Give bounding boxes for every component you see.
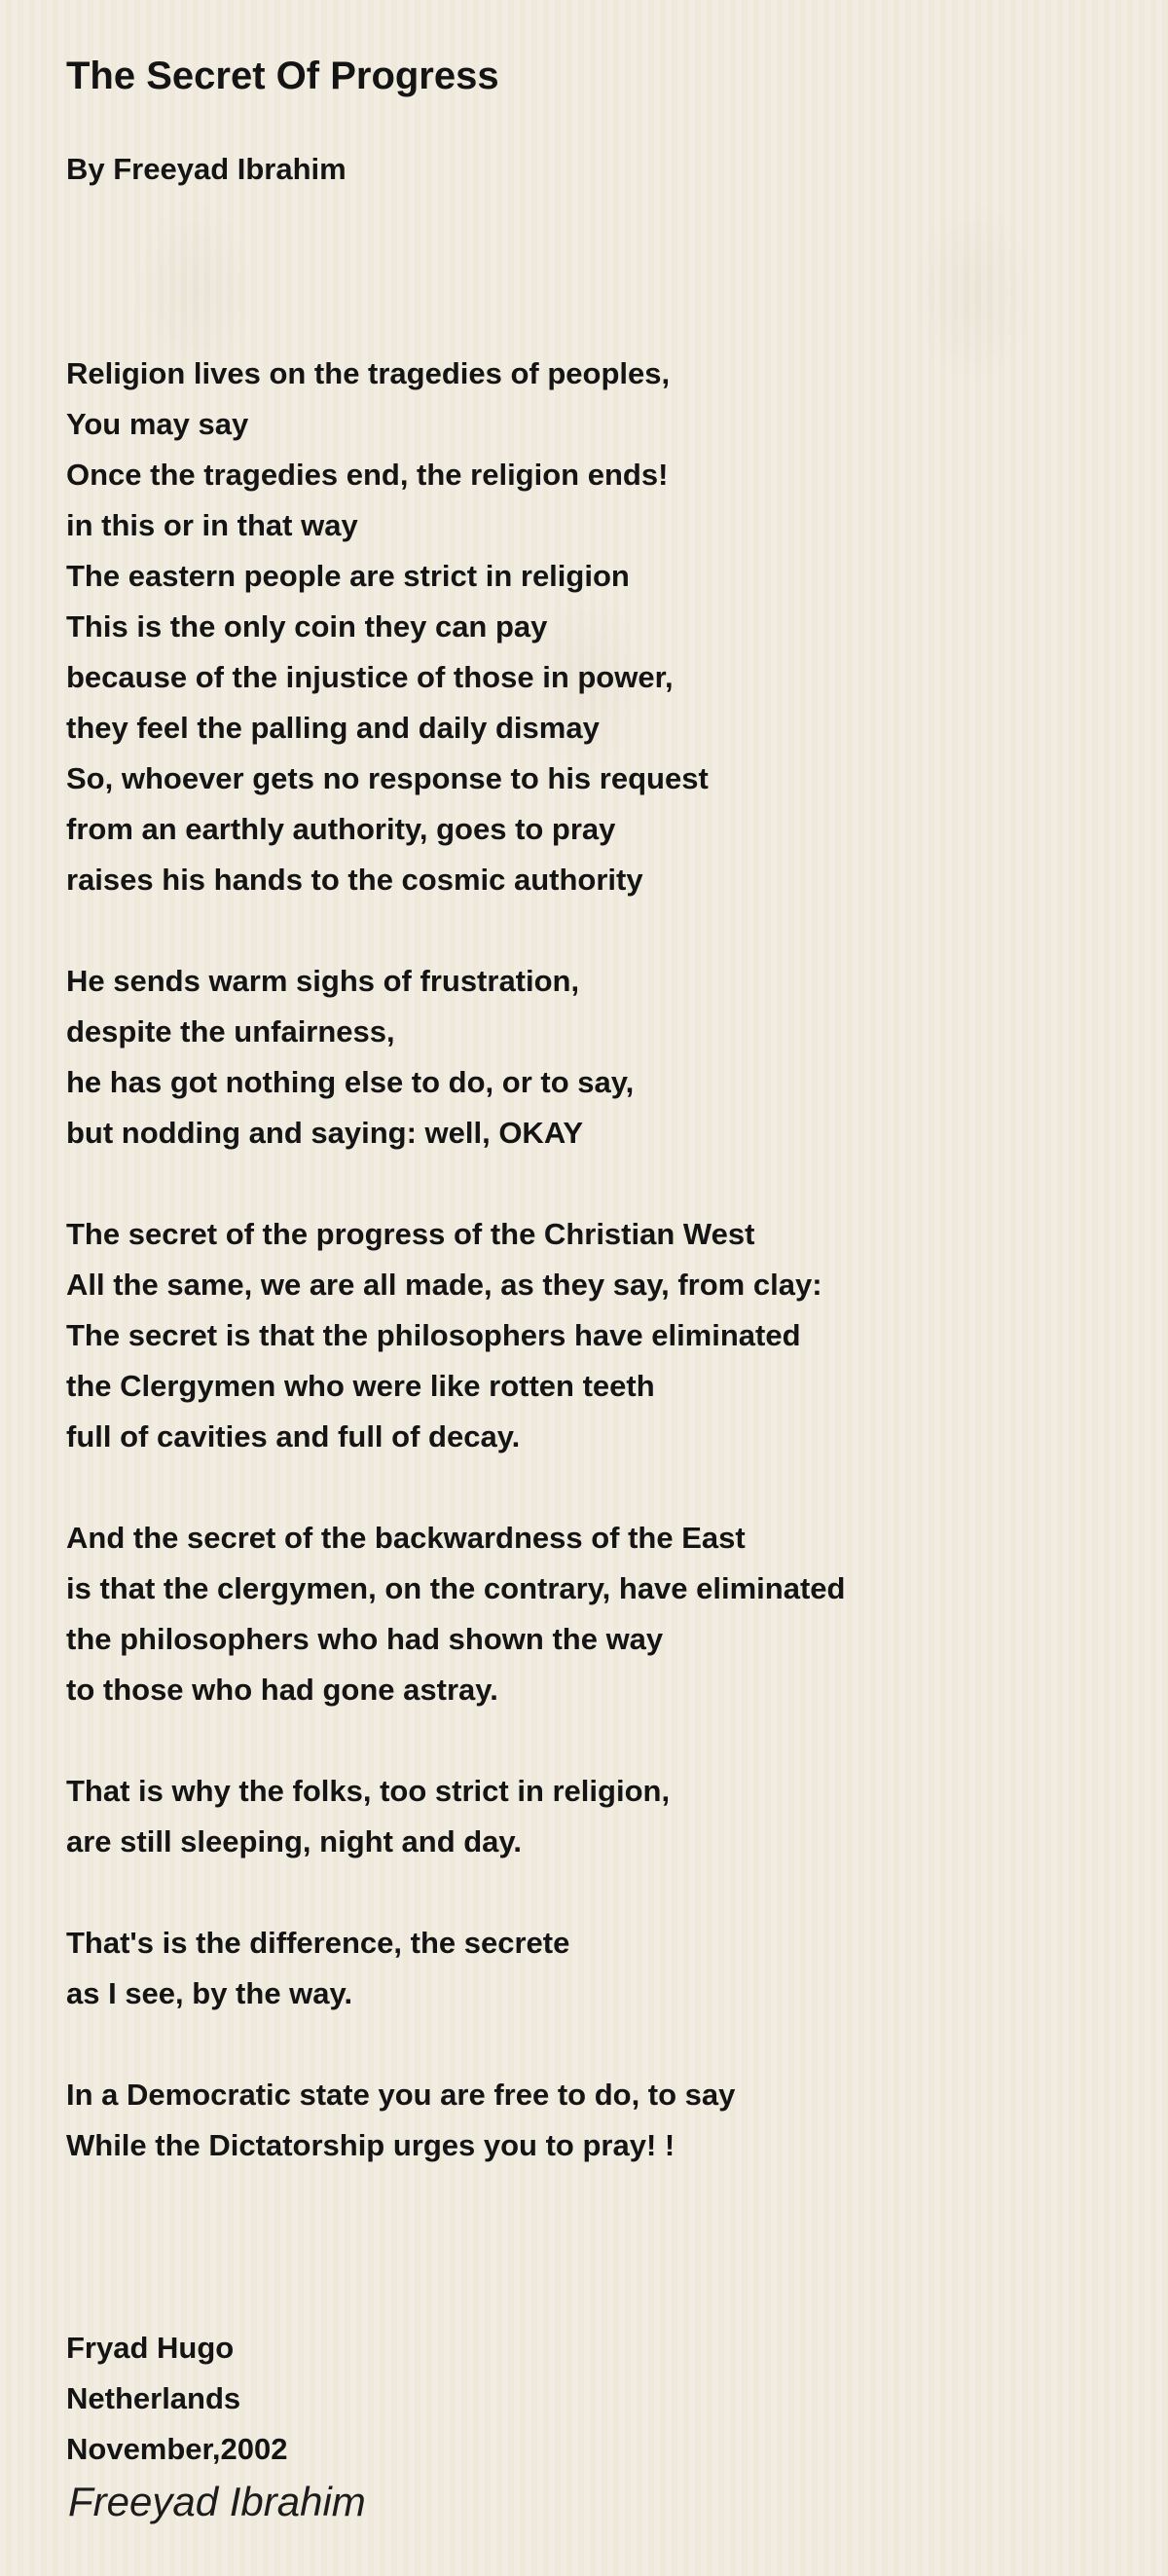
- poem-line: but nodding and saying: well, OKAY: [66, 1116, 584, 1150]
- poem-line: Netherlands: [66, 2381, 241, 2415]
- stanza-break: [66, 1159, 845, 1209]
- poem-line: All the same, we are all made, as they say, from clay:: [66, 1268, 822, 1302]
- stanza-break: [66, 298, 845, 349]
- poem-body: [66, 298, 845, 2475]
- poem-title: The Secret Of Progress: [66, 55, 499, 97]
- poem-line: from an earthly authority, goes to pray: [66, 812, 616, 846]
- poem-line: The secret of the progress of the Christian West: [66, 1217, 755, 1251]
- poem-line: they feel the palling and daily dismay: [66, 711, 600, 745]
- poem-line: Religion lives on the tragedies of peoples,: [66, 356, 671, 390]
- poem-line: And the secret of the backwardness of the East: [66, 1521, 746, 1555]
- poem-line: Fryad Hugo: [66, 2331, 235, 2365]
- stanza-break: [66, 2171, 845, 2222]
- poem-line: the philosophers who had shown the way: [66, 1622, 664, 1656]
- stanza-break: [66, 1715, 845, 1766]
- poem-line: This is the only coin they can pay: [66, 609, 548, 644]
- poem-line: despite the unfairness,: [66, 1014, 395, 1049]
- poem-line: to those who had gone astray.: [66, 1673, 498, 1707]
- stanza-break: [66, 905, 845, 956]
- poem-line: raises his hands to the cosmic authority: [66, 863, 643, 897]
- poem-line: While the Dictatorship urges you to pray! !: [66, 2128, 675, 2162]
- poem-line: as I see, by the way.: [66, 1976, 353, 2010]
- poem-line: November,2002: [66, 2432, 288, 2466]
- poem-line: That's is the difference, the secrete: [66, 1926, 570, 1960]
- poem-line: The eastern people are strict in religion: [66, 559, 630, 593]
- stanza-break: [66, 1462, 845, 1513]
- poem-line: You may say: [66, 407, 249, 441]
- poem-line: are still sleeping, night and day.: [66, 1824, 522, 1858]
- poem-line: He sends warm sighs of frustration,: [66, 964, 580, 998]
- poem-line: The secret is that the philosophers have eliminated: [66, 1318, 801, 1352]
- stanza-break: [66, 2272, 845, 2323]
- poem-line: because of the injustice of those in power,: [66, 660, 674, 694]
- poem-line: he has got nothing else to do, or to say,: [66, 1065, 635, 1099]
- poem-byline: By Freeyad Ibrahim: [66, 152, 347, 186]
- poem-line: the Clergymen who were like rotten teeth: [66, 1369, 655, 1403]
- poem-line: is that the clergymen, on the contrary, have eliminated: [66, 1571, 846, 1605]
- poem-line: So, whoever gets no response to his request: [66, 761, 709, 795]
- poem-signature: Freeyad Ibrahim: [68, 2479, 366, 2524]
- poem-line: In a Democratic state you are free to do, to say: [66, 2078, 736, 2112]
- stanza-break: [66, 1867, 845, 1918]
- poem-line: in this or in that way: [66, 508, 358, 542]
- poem-line: Once the tragedies end, the religion ends!: [66, 458, 669, 492]
- stanza-break: [66, 2019, 845, 2070]
- poem-line: That is why the folks, too strict in religion,: [66, 1774, 671, 1808]
- stanza-break: [66, 2222, 845, 2272]
- poem-line: full of cavities and full of decay.: [66, 1419, 521, 1454]
